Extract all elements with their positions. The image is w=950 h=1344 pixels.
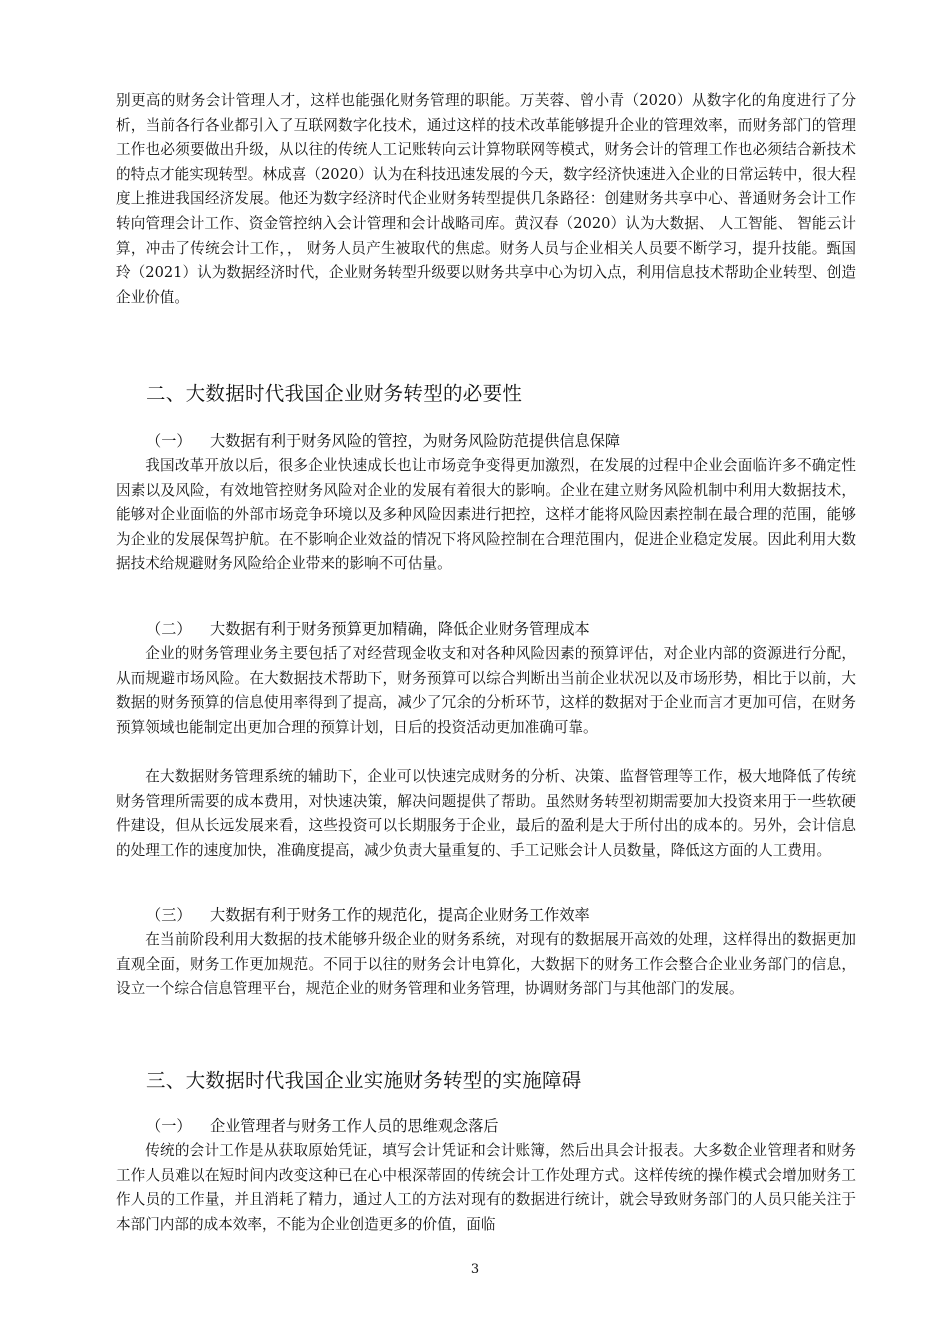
section-2-2-heading — [146, 618, 590, 639]
section-title: 企业管理者与财务工作人员的思维观念落后 — [210, 1117, 499, 1135]
literature-review-paragraph: 别更高的财务会计管理人才，这样也能强化财务管理的职能。万芙蓉、曾小青（2020）从数字化的角度进行了分析，当前各行各业都引入了互联网数字化技术，通过这样的技术改革能够提升企业的管理效率，而财务部门的管理工作也必须要做出升级，从以往的传统人工记账转向云计算物联网等模式，财务会计的管理工作也必须结合新技术的特点才能实现转型。林成喜（2020）认为在科技迅速发展的今天，数字经济快速进入企业的日常运转中，很大程度上推进我国经济发展。他还为数字经济时代企业财务转型提供几条路径：创建财务共享中心、普通财务会计工作转向管理会计工作、资金管控纳入会计管理和会计战略司库。黄汉春（2020）认为大数据、 人工智能、 智能云计算，冲击了传统会计工作，， 财务人员产生被取代的焦虑。财务人员与企业相关人员要不断学习，提升技能。甄国玲（2021）认为数据经济时代，企业财务转型升级要以财务共享中心为切入点，利用信息技术帮助企业转型、创造企业价值。 — [116, 92, 856, 306]
section-3-heading: 三、大数据时代我国企业实施财务转型的实施障碍 — [146, 1069, 582, 1092]
page-number: 3 — [470, 1262, 480, 1277]
section-2-3-heading — [146, 904, 590, 925]
section-2-1-heading — [146, 430, 620, 451]
section-number: （三） — [146, 906, 192, 924]
section-2-2-paragraph-1: 企业的财务管理业务主要包括了对经营现金收支和对各种风险因素的预算评估，对企业内部的资源进行分配，从而规避市场风险。在大数据技术帮助下，财务预算可以综合判断出当前企业状况以及市场形势，相比于以前，大数据的财务预算的信息使用率得到了提高，减少了冗余的分析环节，这样的数据对于企业而言才更加可信，在财务预算领域也能制定出更加合理的预算计划，日后的投资活动更加准确可靠。 — [116, 645, 856, 736]
section-title: 大数据有利于财务预算更加精确，降低企业财务管理成本 — [210, 620, 590, 638]
section-number: （一） — [146, 432, 192, 450]
section-title: 大数据有利于财务风险的管控，为财务风险防范提供信息保障 — [210, 432, 621, 450]
section-number: （一） — [146, 1117, 192, 1135]
section-2-3-paragraph: 在当前阶段利用大数据的技术能够升级企业的财务系统，对现有的数据展开高效的处理，这样得出的数据更加直观全面，财务工作更加规范。不同于以往的财务会计电算化，大数据下的财务工作会整合企业业务部门的信息，设立一个综合信息管理平台，规范企业的财务管理和业务管理，协调财务部门与其他部门的发展。 — [116, 931, 856, 998]
section-3-1-paragraph: 传统的会计工作是从获取原始凭证，填写会计凭证和会计账簿，然后出具会计报表。大多数企业管理者和财务工作人员难以在短时间内改变这种已在心中根深蒂固的传统会计工作处理方式。这样传统的操作模式会增加财务工作人员的工作量，并且消耗了精力，通过人工的方法对现有的数据进行统计，就会导致财务部门的人员只能关注于本部门内部的成本效率，不能为企业创造更多的价值，面临 — [116, 1142, 856, 1233]
section-2-1-paragraph: 我国改革开放以后，很多企业快速成长也让市场竞争变得更加激烈，在发展的过程中企业会面临许多不确定性因素以及风险，有效地管控财务风险对企业的发展有着很大的影响。企业在建立财务风险机制中利用大数据技术，能够对企业面临的外部市场竞争环境以及多种风险因素进行把控，这样才能将风险因素控制在最合理的范围，能够为企业的发展保驾护航。在不影响企业效益的情况下将风险控制在合理范围内，促进企业稳定发展。因此利用大数据技术给规避财务风险给企业带来的影响不可估量。 — [116, 457, 856, 573]
section-2-2-paragraph-2: 在大数据财务管理系统的辅助下，企业可以快速完成财务的分析、决策、监督管理等工作，极大地降低了传统财务管理所需要的成本费用，对快速决策，解决问题提供了帮助。虽然财务转型初期需要加大投资来用于一些软硬件建设，但从长远发展来看，这些投资可以长期服务于企业，最后的盈利是大于所付出的成本的。另外，会计信息的处理工作的速度加快，准确度提高，减少负责大量重复的、手工记账会计人员数量，降低这方面的人工费用。 — [116, 768, 856, 859]
section-2-heading: 二、大数据时代我国企业财务转型的必要性 — [146, 382, 523, 405]
section-3-1-heading — [146, 1115, 499, 1136]
section-title: 大数据有利于财务工作的规范化，提高企业财务工作效率 — [210, 906, 590, 924]
section-number: （二） — [146, 620, 192, 638]
